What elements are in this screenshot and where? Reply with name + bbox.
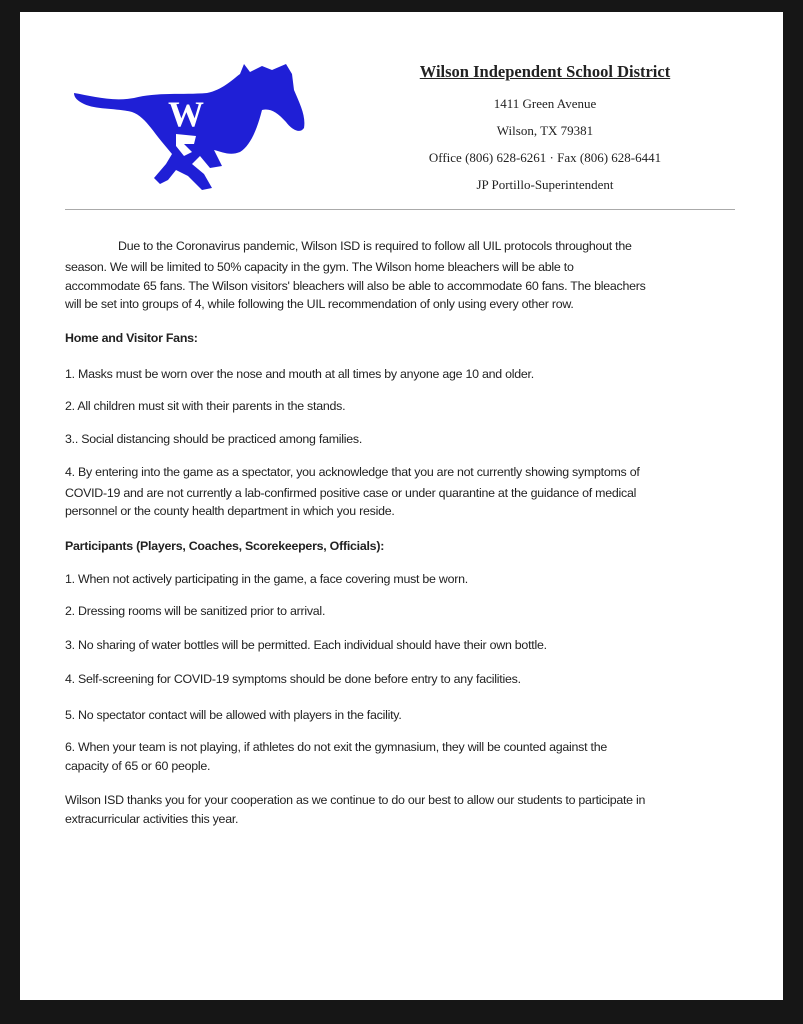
list-item: 5. No spectator contact will be allowed with players in the facility.: [65, 708, 402, 722]
logo-letter: W: [168, 94, 204, 134]
list-item-cont: capacity of 65 or 60 people.: [65, 759, 211, 773]
text-line: Due to the Coronavirus pandemic, Wilson ISD is required to follow all UIL protocols throughout the: [118, 239, 632, 253]
address: 1411 Green Avenue: [493, 96, 597, 111]
closing-line: Wilson ISD thanks you for your cooperation as we continue to do our best to allow our students to participate in: [65, 793, 646, 807]
closing-line: extracurricular activities this year.: [65, 812, 239, 826]
list-item: 2. Dressing rooms will be sanitized prior to arrival.: [65, 604, 326, 618]
list-item: 3.. Social distancing should be practiced among families.: [65, 432, 363, 446]
document-page: [20, 12, 783, 1000]
city: Wilson, TX 79381: [496, 123, 594, 138]
superintendent: JP Portillo-Superintendent: [476, 177, 614, 192]
list-item: 4. Self-screening for COVID-19 symptoms should be done before entry to any facilities.: [65, 672, 521, 686]
participants-heading: Participants (Players, Coaches, Scorekeepers, Officials):: [65, 539, 385, 553]
list-item: 4. By entering into the game as a spectator, you acknowledge that you are not currently showing symptoms of: [65, 465, 640, 479]
divider: [65, 209, 735, 210]
list-item: 2. All children must sit with their parents in the stands.: [65, 399, 346, 413]
list-item-cont: COVID-19 and are not currently a lab-confirmed positive case or under quarantine at the guidance of medical: [65, 486, 637, 500]
text-line: will be set into groups of 4, while following the UIL recommendation of only using every other row.: [65, 297, 574, 311]
text-line: accommodate 65 fans. The Wilson visitors' bleachers will also be able to accommodate 60 fans. The bleachers: [65, 279, 646, 293]
list-item: 1. When not actively participating in the game, a face covering must be worn.: [65, 572, 468, 586]
fans-heading: Home and Visitor Fans:: [65, 331, 198, 345]
district-title: Wilson Independent School District: [419, 62, 671, 81]
list-item: 3. No sharing of water bottles will be permitted. Each individual should have their own bottle.: [65, 638, 547, 652]
list-item: 1. Masks must be worn over the nose and mouth at all times by anyone age 10 and older.: [65, 367, 534, 381]
mustang-logo-icon: [72, 60, 312, 200]
text-line: season. We will be limited to 50% capacity in the gym. The Wilson home bleachers will be able to: [65, 260, 574, 274]
phone-fax: Office (806) 628-6261 · Fax (806) 628-6441: [428, 150, 662, 165]
list-item: 6. When your team is not playing, if athletes do not exit the gymnasium, they will be counted against the: [65, 740, 607, 754]
list-item-cont: personnel or the county health department in which you reside.: [65, 504, 395, 518]
